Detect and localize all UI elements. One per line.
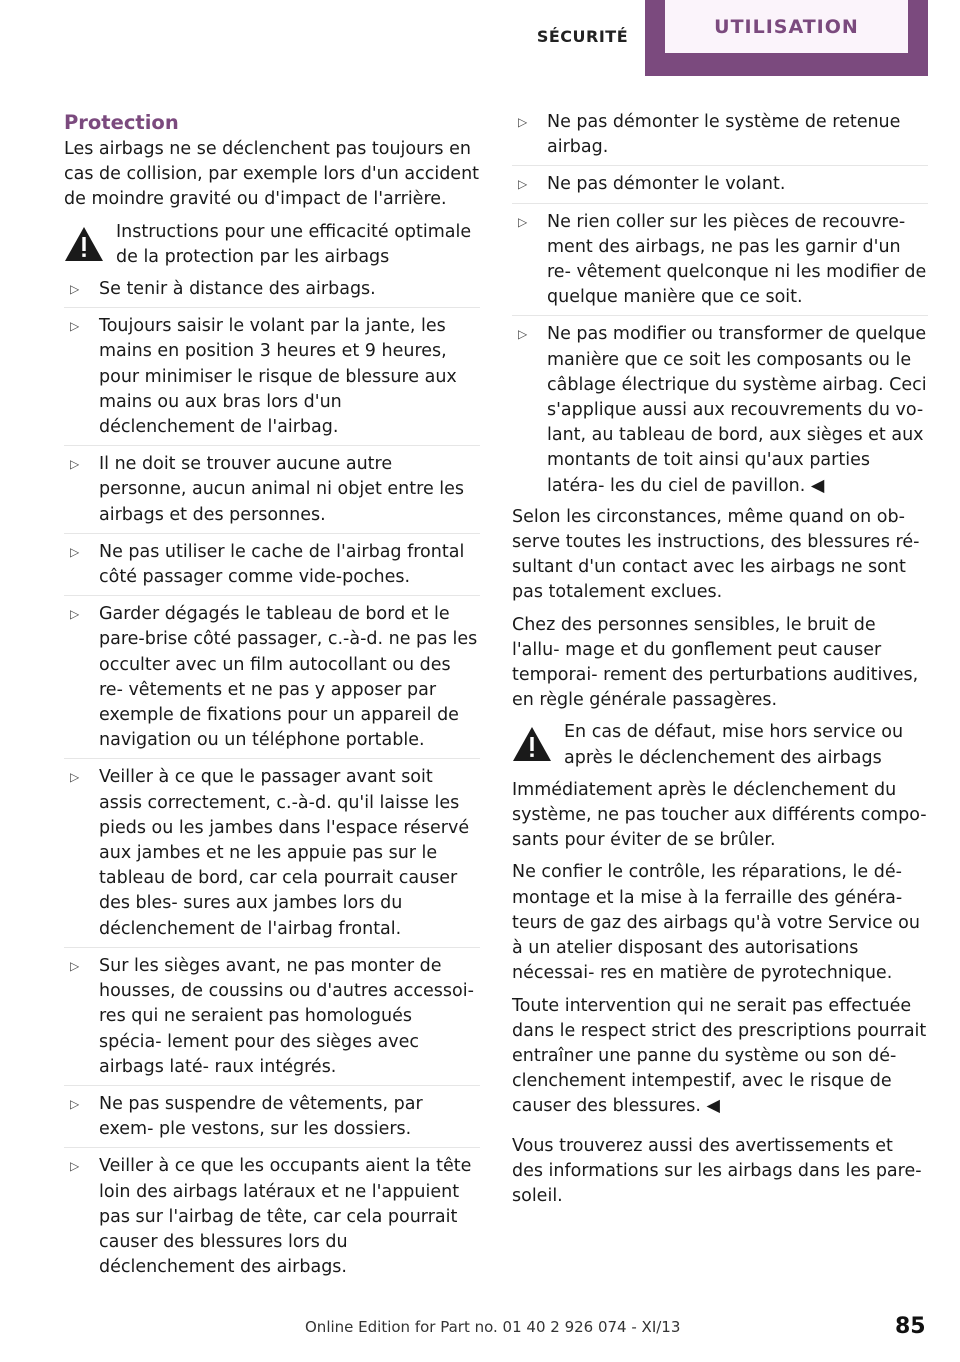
left-column	[64, 110, 480, 1286]
paragraph: Toute intervention qui ne serait pas effectuée dans le respect strict des prescriptions pourrait entraîner une panne du système ou son dé- clenchement intempestif, avec le risque de causer des blessures. ◀	[512, 995, 927, 1117]
triangle-bullet-icon: ▷	[70, 319, 80, 334]
warning-text: En cas de défaut, mise hors service ou après le déclenchement des airbags	[564, 722, 904, 768]
triangle-bullet-icon: ▷	[70, 607, 80, 622]
header-chapter-label: UTILISATION	[665, 0, 908, 53]
triangle-bullet-icon: ▷	[70, 544, 80, 559]
left-bullet-list	[64, 277, 480, 1280]
paragraph: Chez des personnes sensibles, le bruit de l'allu- mage et du gonflement peut causer temporai- rement des perturbations auditives, en règle générale passagères.	[512, 614, 919, 711]
header-chapter-tab	[645, 0, 928, 76]
list-item: ▷ Veiller à ce que le passager avant soit assis correctement, c.-à-d. qu'il laisse les pieds ou les jambes dans l'espace réservé aux jambes et ne les appuie pas sur le tableau de bord, car cela pourrait causer des bles- sures aux jambes lors du déclenchement de l'airbag frontal.	[64, 765, 480, 947]
list-item: ▷ Veiller à ce que les occupants aient la tête loin des airbags latéraux et ne l'appuient pas sur l'airbag de tête, car cela pourrait causer des blessures lors du déclenchement des airbags.	[70, 1156, 472, 1278]
list-item: ▷ Ne pas suspendre de vêtements, par exem- ple vestons, sur les dossiers.	[64, 1092, 480, 1148]
page-number: 85	[895, 1314, 926, 1339]
list-item: ▷ Se tenir à distance des airbags.	[64, 277, 480, 308]
list-item: ▷ Ne pas démonter le volant.	[512, 172, 928, 203]
intro-paragraph: Les airbags ne se déclenchent pas toujours en cas de collision, par exemple lors d'un accident de moindre gravité ou d'impact de l'arrière.	[64, 139, 480, 210]
header-section-label: SÉCURITÉ	[536, 26, 629, 46]
triangle-bullet-icon: ▷	[518, 115, 528, 129]
paragraph: Immédiatement après le déclenchement du système, ne pas toucher aux différents compo- sants pour éviter de se brûler.	[512, 779, 927, 851]
edition-footer: Online Edition for Part no. 01 40 2 926 074 - XI/13	[305, 1318, 681, 1336]
warning-block	[64, 220, 480, 270]
list-item: ▷ Il ne doit se trouver aucune autre personne, aucun animal ni objet entre les airbags et des personnes.	[64, 452, 480, 534]
triangle-bullet-icon: ▷	[70, 1096, 80, 1111]
warning-triangle-icon	[64, 220, 104, 270]
triangle-bullet-icon: ▷	[70, 770, 80, 785]
paragraph: Selon les circonstances, même quand on ob- serve toutes les instructions, des blessures ré- sultant d'un contact avec les airbags ne sont pas totalement exclues.	[512, 506, 920, 603]
triangle-bullet-icon: ▷	[518, 177, 528, 192]
triangle-bullet-icon: ▷	[70, 1159, 80, 1174]
warning-block	[512, 720, 928, 770]
list-item: ▷ Garder dégagés le tableau de bord et le pare-brise côté passager, c.-à-d. ne pas les occulter avec un film autocollant ou des re- vêtements et ne pas y apposer par exemple de fixations pour un appareil de navigation ou un téléphone portable.	[64, 602, 480, 759]
warning-triangle-icon	[512, 720, 552, 770]
list-item: ▷ Ne rien coller sur les pièces de recouvre- ment des airbags, ne pas les garnir d'un re- vêtement quelconque ni les modifier de quelque manière que ce soit.	[512, 210, 928, 317]
triangle-bullet-icon: ▷	[518, 327, 528, 342]
paragraph: Ne confier le contrôle, les réparations, le dé- montage et la mise à la ferraille des généra- teurs de gaz des airbags qu'à votre Service ou à un atelier disposant des autorisations nécessai- res en matière de pyrotechnique.	[512, 862, 920, 984]
list-item: ▷ Sur les sièges avant, ne pas monter de housses, de coussins ou d'autres accessoi- res qui ne seraient pas homologués spécia- lement pour des sièges avec airbags laté- raux intégrés.	[64, 954, 480, 1086]
list-item: ▷ Toujours saisir le volant par la jante, les mains en position 3 heures et 9 heures, pour minimiser le risque de blessure aux mains ou aux bras lors d'un déclenchement de l'airbag.	[64, 314, 480, 446]
triangle-bullet-icon: ▷	[70, 457, 80, 472]
section-heading: Protection	[64, 111, 179, 134]
triangle-bullet-icon: ▷	[518, 214, 528, 229]
list-item: ▷ Ne pas modifier ou transformer de quelque manière que ce soit les composants ou le câblage électrique du système airbag. Ceci s'applique aussi aux recouvrements du vo- lant, au tableau de bord, aux sièges et aux montants de toit ainsi qu'aux parties latéra- les du ciel de pavillon. ◀	[518, 324, 927, 496]
warning-text: Instructions pour une efficacité optimale de la protection par les airbags	[116, 221, 472, 267]
list-item: ▷ Ne pas démonter le système de retenue airbag.	[512, 110, 928, 166]
right-bullet-list	[512, 110, 928, 499]
right-column	[512, 110, 928, 1216]
list-item: ▷ Ne pas utiliser le cache de l'airbag frontal côté passager comme vide-poches.	[64, 540, 480, 596]
paragraph: Vous trouverez aussi des avertissements et des informations sur les airbags dans les pare-soleil.	[512, 1135, 922, 1206]
triangle-bullet-icon: ▷	[70, 282, 80, 297]
triangle-bullet-icon: ▷	[70, 958, 80, 973]
